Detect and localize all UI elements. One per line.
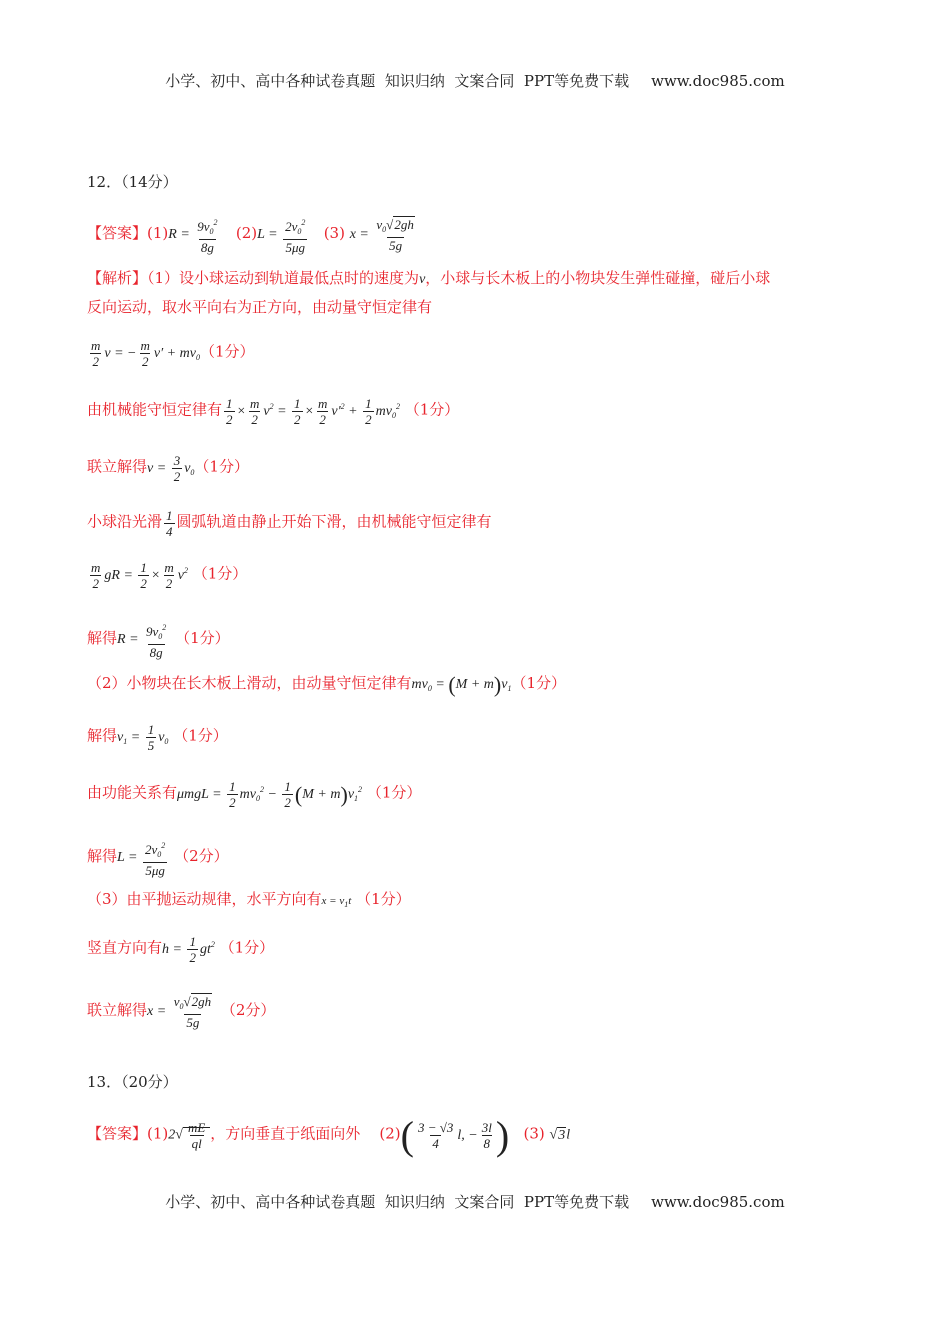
- q12-eq-get-v1: 解得$v_1$ = $\frac{1}{5}$ $v_0$ （1分）: [87, 722, 228, 753]
- q12-eq-vert: 竖直方向有h = $\frac{1}{2}$ $gt^2$ （1分）: [87, 934, 275, 965]
- q13-title: 13．（20分）: [87, 1073, 178, 1091]
- q12-eq-get-r: 解得R = $\frac{9v_0^2}{8g}$ （1分）: [87, 623, 230, 660]
- q12-eq-mech: 由机械能守恒定律有 $\frac{1}{2}$ × $\frac{m}{2}$ $v^2$ = $\frac{1}{2}$ × $\frac{m}{2}$ $v'^2$ + $\frac{1}{2}$ $mv_0^2$ （1分）: [87, 396, 460, 427]
- q12-eq-momentum: $\frac{m}{2}$ v = − $\frac{m}{2}$ $v' + mv_0(1$分）: [91, 338, 255, 369]
- q12-eq-solve1: 联立解得v = $\frac{3}{2}$ $v_0(1$分）: [87, 453, 249, 484]
- q13-answer: 【答案】(1)2√ $\frac{mE}{ql}$ ，方向垂直于纸面向外 (2)( $\frac{3 - √3}{4}$ l, − $\frac{3l}{8}$ ) (3) √3l: [87, 1112, 571, 1158]
- q12-title: 12．（14分）: [87, 173, 178, 191]
- header-site: www.doc985.com: [651, 72, 785, 90]
- footer-text: 小学、初中、高中各种试卷真题 知识归纳 文案合同 PPT等免费下载: [165, 1193, 630, 1211]
- q12-analysis-1: 【解析】（1）设小球运动到轨道最低点时的速度为v，小球与长木板上的小物块发生弹性碰撞，碰后小球: [87, 269, 771, 287]
- footer-site: www.doc985.com: [651, 1193, 785, 1211]
- q12-eq-work: 由功能关系有μmgL = $\frac{1}{2}$ $mv_0^2$ − $\frac{1}{2}$ $(M + m)v_1^2$ （1分）: [87, 779, 422, 810]
- q12-part2: （2）小物块在长木板上滑动，由动量守恒定律有$mv_0 = (M + m)v_1(1$分）: [87, 671, 566, 697]
- q12-eq-final: 联立解得x = $\frac{v_0√2gh}{5g}$ （2分）: [87, 994, 276, 1030]
- page-header: [0, 70, 950, 91]
- page-footer: [0, 1191, 950, 1212]
- q12-answer: 【答案】(1)R = $\frac{9v_0^2}{8g}$ (2)L = $\frac{2v_0^2}{5\mu g}$ (3) x = $\frac{v_0√2gh}{5g}$: [87, 217, 414, 255]
- q12-eq-energy: $\frac{m}{2}$ gR = $\frac{1}{2}$ × $\frac{m}{2}$ $v^2$ （1分）: [91, 560, 248, 591]
- q12-eq-slide: 小球沿光滑 $\frac{1}{4}$ 圆弧轨道由静止开始下滑，由机械能守恒定律有: [87, 508, 492, 539]
- q12-analysis-2: 反向运动，取水平向右为正方向，由动量守恒定律有: [87, 298, 433, 316]
- q12-part3: （3）由平抛运动规律，水平方向有$x = v_1t$ （1分）: [87, 890, 411, 909]
- header-text: 小学、初中、高中各种试卷真题 知识归纳 文案合同 PPT等免费下载: [165, 72, 630, 90]
- q12-eq-get-l: 解得L = $\frac{2v_0^2}{5\mu g}$ （2分）: [87, 841, 229, 878]
